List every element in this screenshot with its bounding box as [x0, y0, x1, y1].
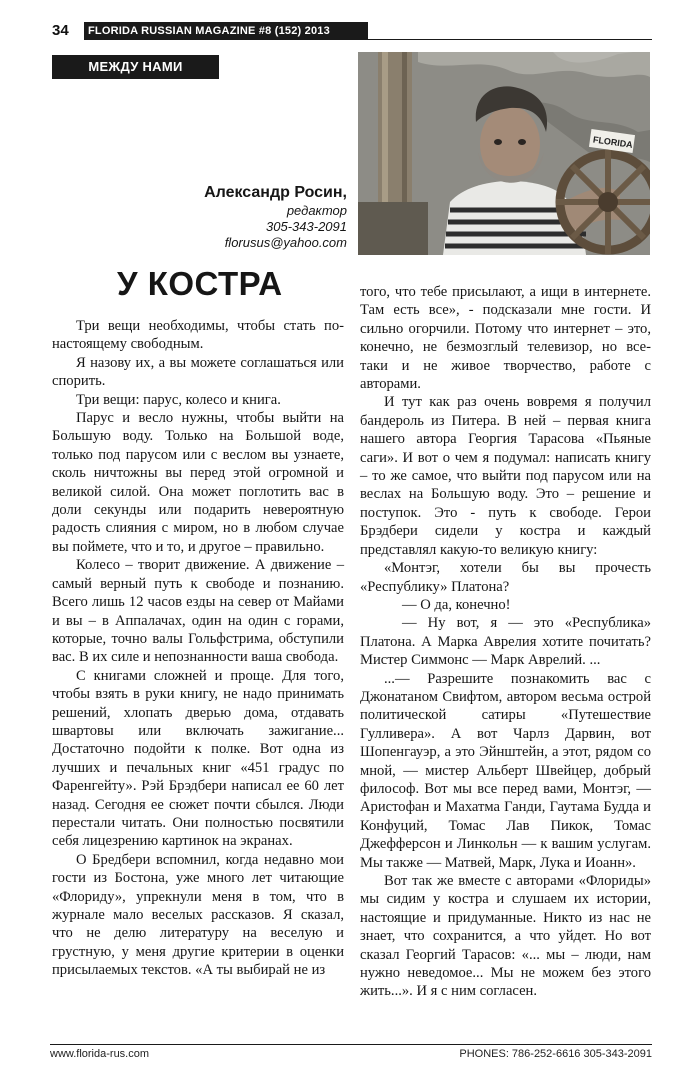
paragraph: И тут как раз очень вовремя я получил бандероль из Питера. В ней – первая книга нашего автора Георгия Тарасова «Пьяные саги». И вот о чем я подумал: написать книгу – то же самое, что выйти под парусом или на веслах на Большую воду. Это – решение и поступок. Это - путь к свободе. Герои Брэдбери сидели у костра и каждый представлял какую-то великую книгу: — [360, 394, 651, 558]
article-column-1 — [52, 317, 344, 980]
footer-website-link[interactable]: www.florida-rus.com — [50, 1048, 150, 1060]
section-tag: МЕЖДУ НАМИ — [52, 55, 219, 79]
article-headline: У КОСТРА — [117, 265, 283, 302]
editor-photo — [358, 52, 650, 255]
paragraph: — Ну вот, я — это «Республика» Платона. А Марка Аврелия хотите почитать? Мистер Симмонс — Марк Аврелий. ... — [360, 615, 651, 669]
paragraph: «Монтэг, хотели бы вы прочесть «Республику» Платона? — [360, 560, 651, 595]
paragraph: Три вещи: парус, колесо и книга. — [76, 391, 281, 408]
article-column-2 — [360, 283, 651, 1001]
magazine-title: FLORIDA RUSSIAN MAGAZINE #8 (152) 2013 — [88, 25, 330, 37]
author-role: редактор — [286, 203, 347, 218]
author-byline — [150, 183, 347, 251]
paragraph: С книгами сложней и проще. Для того, чтобы взять в руки книгу, не надо принимать решений, хлопать дверью дома, отдавать швартовы или включать зажигание... Достаточно подойти к полке. Вот одна из лучших и печальных книг «451 градус по Фаренгейту». Рэй Брэдбери написал ее 60 лет назад. Сегодня ее сюжет почти сбылся. Люди перестали читать. Они полностью посвятили себя лицезрению картинок на экранах. — [52, 667, 344, 850]
paragraph: Три вещи необходимы, чтобы стать по-настоящему свободным. — [52, 318, 344, 353]
author-name: Александр Росин, — [204, 184, 347, 201]
photo-sign-text: FLORIDA — [592, 134, 634, 150]
paragraph: того, что тебе присылают, а ищи в интернете. Там есть все», - подсказали мне гости. И сильно огорчили. Потому что интернет – это, конечно, не безмозглый телевизор, но все-таки и не живое творчество, работе с авторами. — [360, 284, 651, 393]
paragraph: — О да, конечно! — [402, 596, 511, 613]
author-email[interactable]: florusus@yahoo.com — [224, 235, 347, 250]
header-rule — [368, 39, 652, 40]
header-bar — [50, 22, 368, 40]
footer-rule — [50, 1044, 652, 1045]
footer-phones: PHONES: 786-252-6616 305-343-2091 — [459, 1048, 652, 1060]
author-phone: 305-343-2091 — [266, 219, 347, 234]
paragraph: ...— Разрешите познакомить вас с Джонатаном Свифтом, автором весьма острой политической сатиры «Путешествие Гулливера». А вот Чарлз Дарвин, вот Шопенгауэр, а это Эйнштейн, а этот, рядом со мной, — мистер Альберт Швейцер, добрый философ. Вот мы все перед вами, Монтэг, — Аристофан и Махатма Ганди, Гаутама Будда и Конфуций, Томас Лав Пикок, Томас Джефферсон и Линкольн — к вашим услугам. Мы также — Матвей, Марк, Лука и Иоанн». — [360, 670, 651, 871]
paragraph: Колесо – творит движение. А движение – самый верный путь к свободе и познанию. Всего лишь 12 часов езды на север от Майами и вы – в Аппалачах, один на один с горами, которые, точно валы Гольфстрима, обступили вас. В их силе и непознанности ваша свобода. — [52, 557, 344, 666]
paragraph: Я назову их, а вы можете соглашаться или спорить. — [52, 354, 344, 390]
paragraph: Парус и весло нужны, чтобы выйти на Большую воду. Только на Большой воде, только под парусом или с веслом вы узнаете, сколь ничтожны вы перед этой огромной и великой силой. Она может поглотить вас в доли секунды или подарить невероятную радость слияния с миром, но в любом случае вы поймете, что и то, и другое – правильно. — [52, 410, 344, 555]
paragraph: О Бредбери вспомнил, когда недавно мои гости из Бостона, уже много лет читающие «Флориду», упрекнули меня в том, что в журнале мало веселых рассказов. Я сказал, что не делю литературу на веселую и грустную, у меня другие критерии в оценки присылаемых текстов. «А ты выбирай не из — [52, 851, 344, 979]
paragraph: Вот так же вместе с авторами «Флориды» мы сидим у костра и слушаем их истории, настоящие и придуманные. Никто из нас не знает, что сохранится, а что уйдет. Но вот сказал Георгий Тарасов: «... мы – люди, нам нужно неведомое... Мы не можем без этого жить...». И я с ним согласен. — [360, 873, 651, 1000]
page-number: 34 — [50, 22, 84, 40]
